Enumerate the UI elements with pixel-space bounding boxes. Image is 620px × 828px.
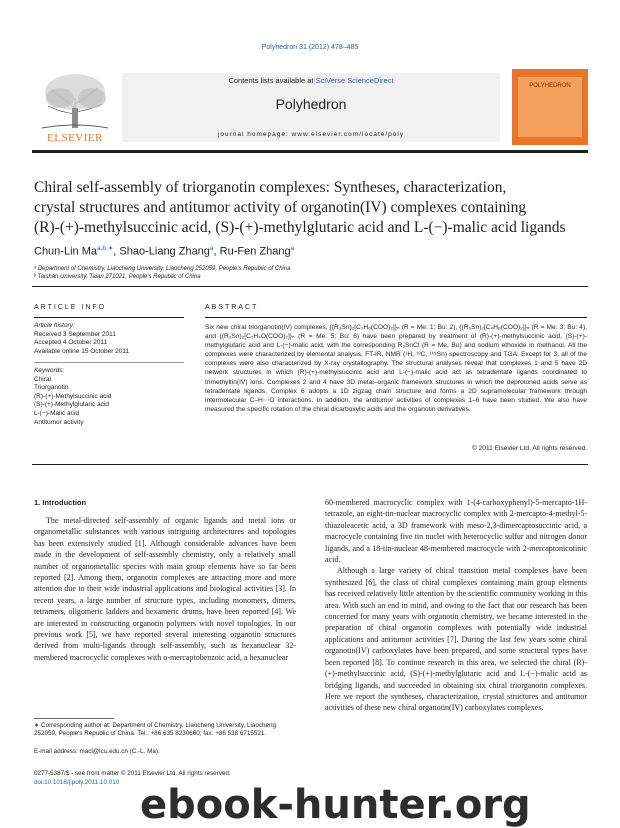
journal-homepage[interactable]: journal homepage: www.elsevier.com/locate/poly [217, 131, 405, 138]
contents-line [122, 76, 500, 85]
contents-prefix: Contents lists available at [228, 76, 316, 85]
abstract-copyright: © 2011 Elsevier Ltd. All rights reserved. [471, 445, 587, 452]
title-line-3: (R)-(+)-methylsuccinic acid, (S)-(+)-methylglutaric acid and L-(−)-malic acid ligands [34, 219, 566, 236]
footnote-rule [34, 718, 114, 719]
author-affiliation-mark[interactable]: a [209, 245, 214, 252]
body-paragraph: 60-membered macrocyclic complex with 1-(4-carboxyphenyl)-5-mercapto-1H-tetrazole, an eight-tin-nuclear macrocyclic complex with 2-mercapto-4-methyl-5-thiazoleacetic acid, a 3D framework with meso-2,3-dimercaptosuccinic acid, a macrocycle containing five tin nuclei with heterocyclic sulfur and nitrogen donor ligands, and a 18-tin-nuclear 48-membered macrocycle with 2-mercaptonicotinic acid. [325, 498, 587, 565]
doi-link[interactable]: doi:10.1016/j.poly.2011.10.010 [34, 779, 120, 786]
author-name: Chun-Lin Ma [34, 245, 97, 258]
keywords [34, 367, 184, 427]
article-info-heading: ARTICLE INFO [34, 304, 107, 311]
keyword: Antitumor activity [34, 418, 84, 426]
online-date: Available online 15 October 2011 [34, 347, 130, 355]
received-date: Received 3 September 2011 [34, 330, 116, 338]
info-divider [34, 362, 184, 363]
corresponding-author-note: ∗ Corresponding author at: Department of Chemistry, Liaocheng University, Liaocheng 252059, People's Republic of China. Tel.: +86 635 8230660; fax: +86 538 6715521. [34, 722, 276, 738]
author-affiliation-mark[interactable]: a,b,∗ [96, 245, 114, 252]
watermark: ebook-hunter.org [140, 782, 531, 828]
body-paragraph: Although a large variety of chiral transition metal complexes have been synthesized [6], the class of chiral complexes containing main group elements has received relatively little attention by the scientific community working in this area. With such an end in mind, and owing to the fact that our research has been concerned for many years with organotin chemistry, we became interested in the preparation of chiral organotin complexes with potentially wide industrial applications and antitumor activities [7]. During the last few years some chiral organotin(IV) carboxylates have been prepared, and some structural types have been reported [8]. To continue research in this area, we selected the chiral (R)-(+)-methylsuccinic acid, (S)-(+)-methylglutaric acid and L-(−)-malic acid as bridging ligands, and succeeded in obtaining six chiral triorganotin complexes. Here we report the syntheses, characterization, crystal structures and antitumor activities of these new chiral organotin(IV) carboxylates complexes. [325, 566, 587, 713]
title-line-2: crystal structures and antitumor activity of organotin(IV) complexes containing [34, 199, 527, 216]
article-history [34, 322, 184, 356]
affiliation-a: ᵃ Department of Chemistry, Liaocheng University, Liaocheng 252059, People's Republic of China [34, 266, 291, 272]
author-list: Chun-Lin $Ma^{a,b,∗}$, Shao-Liang Zhang$^a$, Ru-Fen Zhang$^a$ [34, 245, 295, 258]
keyword: Chiral [34, 375, 51, 383]
keyword: Triorganotin [34, 384, 69, 392]
elsevier-logo [32, 68, 118, 146]
journal-citation: Polyhedron 31 (2012) 478–485 [261, 44, 359, 51]
abstract-text: Six new chiral triorganotin(IV) complexes, {(R₃Sn)₂[C₃H₆(COO)₂]}ₙ (R = Me: 1; Bu: 2), {(R₃Sn)₂[C₄H₈(COO)₂]}ₙ (R = Me: 3; Bu: 4), and {(R₃Sn)₂[C₂H₄O(COO)₂]}ₙ (R = Me: 5; Bu: 6) have been prepared by treatment of (R)-(+)-methylsuccinic acid, (S)-(+)-methylglutaric acid and L-(−)-malic acid, with the corresponding R₃SnCl (R = Me, Bu) and sodium ethoxide in methanol. All the complexes were characterized by elemental analysis, FT-IR, NMR (¹H, ¹³C, ¹¹⁹Sn) spectroscopy and TGA. Except for 3, all of the complexes were also characterized by X-ray crystallography. The structural analyses reveal that complexes 1 and 5 have 2D network structures in which (R)-(+)-methylsuccinic acid and L-(−)-malic acid act as tetradentate ligands coordinated to trimethyltin(IV) ions. Complexes 2 and 4 have 3D metal–organic framework structures in which the deprotoned acids serve as tetradentate ligands. Complex 6 adopts a 1D zigzag chain structure and forms a 2D supramolecular framework through intermolecular C–H⋯O interactions. In addition, the antitumor activities of complexes 1–6 have been studied. We also have measured the specific rotation of the chiral dicarboxylic acids and the organotin derivatives. [205, 324, 587, 413]
issn-line: 0277-5387/$ - see front matter © 2011 Elsevier Ltd. All rights reserved. [34, 770, 231, 777]
info-rule [34, 317, 184, 318]
author-affiliation-mark[interactable]: a [290, 245, 295, 252]
journal-name: Polyhedron [275, 96, 347, 112]
body-paragraph: The metal-directed self-assembly of organic ligands and metal ions or organometallic substances with various intriguing architectures and topologies has been extensively studied [1]. Although considerable advances have been made in the development of self-assembly chemistry, only a relatively small number of organometallic species with main group elements have so far been reported [2]. Among them, organotin complexes are attracting more and more attention due to their wide industrial applications and biological activities [3]. In recent years, a large number of structure types, including monomers, dimers, tetramers, oligomeric ladders and hexameric drums, have been reported [4]. We are interested in constructing organotin polymers with novel topologies. In our previous work [5], we have reported several interesting organotin structures derived from multi-ligands through self-assembly, such as hexanuclear 32-membered macrocyclic complexes with o-mercaptobenzoic acid, a hexanuclear [34, 516, 296, 662]
keyword: (R)-(+)-Methylsuccinic acid [34, 392, 112, 400]
keywords-label: Keywords: [34, 367, 65, 374]
body-column-left [34, 515, 296, 663]
history-label: Article history: [34, 322, 75, 329]
email-note[interactable]: E-mail address: macl@lcu.edu.cn (C.-L. Ma). [34, 748, 160, 755]
author-name: Ru-Fen Zhang [219, 245, 291, 258]
section-heading: 1. Introduction [34, 498, 87, 507]
journal-cover-image [512, 69, 588, 145]
keyword: (S)-(+)-Methylglutaric acid [34, 401, 109, 409]
elsevier-wordmark: ELSEVIER [47, 132, 103, 144]
author-name: Shao-Liang Zhang [119, 245, 210, 258]
abstract-bottom-rule [32, 464, 588, 465]
header-rule [32, 150, 588, 153]
affiliation-b: ᵇ Taishan University, Taian 271021, People's Republic of China [34, 274, 201, 280]
abstract-rule [205, 317, 587, 318]
article-title [34, 178, 594, 238]
accepted-date: Accepted 4 October 2011 [34, 339, 108, 347]
affiliation-rule [32, 286, 588, 287]
title-line-1: Chiral self-assembly of triorganotin complexes: Syntheses, characterization, [34, 179, 507, 196]
sciencedirect-link[interactable]: SciVerse ScienceDirect [315, 76, 394, 85]
cover-title: POLYHEDRON [529, 83, 571, 89]
keyword: L-(−)-Malic acid [34, 409, 79, 417]
abstract-heading: ABSTRACT [205, 304, 259, 311]
body-column-right [325, 497, 587, 714]
